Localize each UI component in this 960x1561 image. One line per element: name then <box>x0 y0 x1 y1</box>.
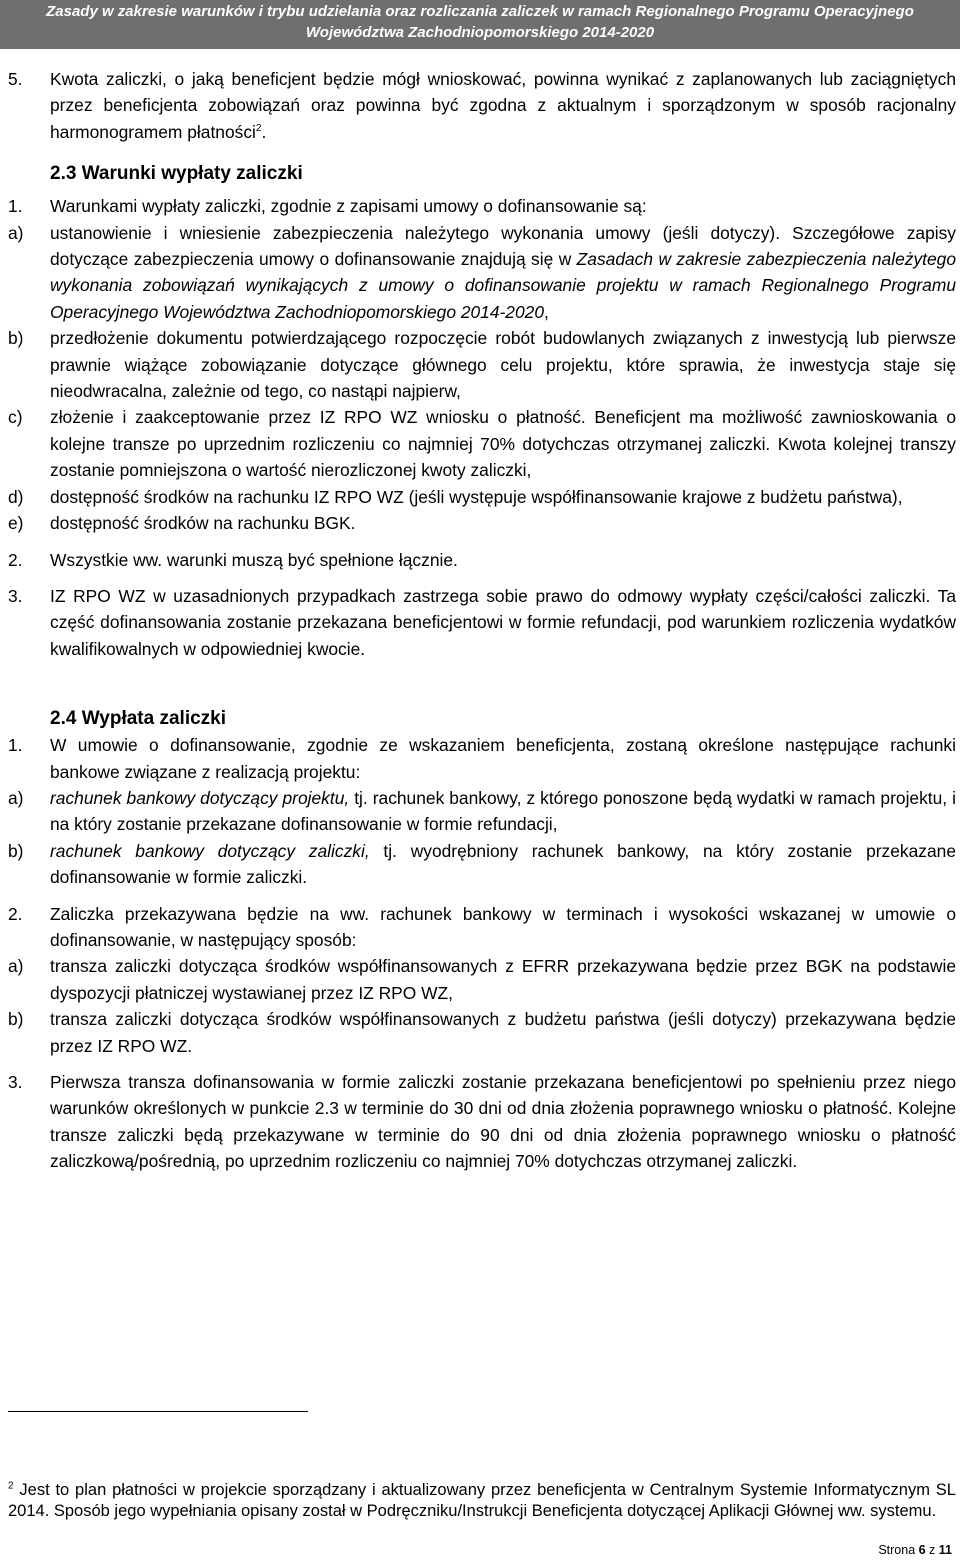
footnote-ref[interactable]: 2 <box>255 123 262 135</box>
page-label: Strona <box>878 1543 919 1557</box>
item-marker: e) <box>8 513 24 534</box>
section-heading-2-4: 2.4 Wypłata zaliczki <box>50 708 227 730</box>
item-marker: a) <box>8 787 24 808</box>
page-of: z <box>925 1543 939 1557</box>
item-marker: 5. <box>8 69 23 89</box>
list-item <box>8 325 956 404</box>
paragraph-text: W umowie o dofinansowanie, zgodnie ze wskazaniem beneficjenta, zostaną określone następujące rachunki bankowe związane z realizacją projektu: <box>50 735 956 782</box>
page-current: 6 <box>918 1543 926 1557</box>
italic-reference: Zasadach w zakresie zabezpieczenia należytego wykonania zobowiązań wynikających z umowy o dofinansowanie projektu w ramach Regionalnego Programu Operacyjnego Województwa Zachodniopomorskiego 2014-2020 <box>50 249 957 322</box>
running-header <box>0 0 960 49</box>
paragraph-text: Warunkami wypłaty zaliczki, zgodnie z zapisami umowy o dofinansowanie są: <box>50 196 647 217</box>
item-marker: b) <box>8 328 24 349</box>
item-marker: 1. <box>8 196 23 217</box>
paragraph-text: dostępność środków na rachunku BGK. <box>50 513 356 534</box>
footnote-text: Jest to plan płatności w projekcie sporządzany i aktualizowany przez beneficjenta w Centralnym Systemie Informatycznym SL 2014. Sposób jego wypełniania opisany został w Podręczniku/Instrukcji Beneficjenta dotyczącej Aplikacji Głównej ww. systemu. <box>8 1481 956 1520</box>
item-marker: b) <box>8 840 24 861</box>
paragraph-5 <box>8 66 956 145</box>
item-marker: d) <box>8 486 24 507</box>
paragraph-text: tj. wyodrębniony rachunek bankowy, na który zostanie przekazane dofinansowanie w formie zaliczki. <box>50 840 956 888</box>
item-marker: c) <box>8 407 23 428</box>
item-marker: 3. <box>8 1072 23 1092</box>
paragraph-text: IZ RPO WZ w uzasadnionych przypadkach zastrzega sobie prawo do odmowy wypłaty części/całości zaliczki. Ta część dofinansowania zostanie przekazana beneficjentowi w formie refundacji, pod warunkiem rozliczenia wydatków kwalifikowalnych w odpowiedniej kwocie. <box>50 585 956 659</box>
list-item <box>8 785 956 838</box>
paragraph-text: dostępność środków na rachunku IZ RPO WZ (jeśli występuje współfinansowanie krajowe z budżetu państwa), <box>50 486 903 507</box>
list-item <box>8 193 956 219</box>
paragraph-text: Kwota zaliczki, o jaką beneficjent będzie mógł wnioskować, powinna wynikać z zaplanowanych lub zaciągniętych przez beneficjenta zobowiązań oraz powinna być zgodna z aktualnym i sporządzonym w sposób racjonalny harmonogramem płatności <box>50 69 956 142</box>
list-item <box>8 953 956 1006</box>
paragraph-text: tj. rachunek bankowy, z którego ponoszone będą wydatki w ramach projektu, i na który zostanie przekazane dofinansowanie w formie refundacji, <box>50 787 956 835</box>
paragraph-text: Zaliczka przekazywana będzie na ww. rachunek bankowy w terminach i wysokości wskazanej w umowie o dofinansowanie, w następujący sposób: <box>50 903 956 950</box>
item-marker: b) <box>8 1009 24 1030</box>
list-item <box>8 838 956 891</box>
list-item <box>8 1006 956 1059</box>
list-item <box>8 732 956 785</box>
footnote-marker: 2 <box>8 1480 14 1492</box>
document-body <box>8 66 956 1175</box>
item-marker: 1. <box>8 735 23 756</box>
list-item <box>8 220 956 326</box>
header-line-1: Zasady w zakresie warunków i trybu udzielania oraz rozliczania zaliczek w ramach Regionalnego Programu Operacyjnego <box>46 3 914 20</box>
list-item <box>8 901 956 954</box>
section-heading-2-3: 2.3 Warunki wypłaty zaliczki <box>50 163 303 185</box>
item-marker: a) <box>8 222 24 243</box>
paragraph-text: przedłożenie dokumentu potwierdzającego rozpoczęcie robót budowlanych związanych z inwestycją lub pierwsze prawnie wiążące zobowiązanie dotyczące głównego celu projektu, które sprawia, że inwestycja staje się nieodwracalna, zależnie od tego, co nastąpi najpierw, <box>50 328 956 402</box>
item-marker: 2. <box>8 549 23 570</box>
paragraph-text: , <box>544 301 549 322</box>
footnote <box>8 1480 956 1521</box>
paragraph-text: ustanowienie i wniesienie zabezpieczenia należytego wykonania umowy (jeśli dotyczy). Szczegółowe zapisy dotyczące zabezpieczenia umowy o dofinansowanie znajdują się w <box>50 222 956 270</box>
list-item <box>8 484 956 510</box>
italic-term: rachunek bankowy dotyczący projektu, <box>50 787 350 808</box>
paragraph-text: złożenie i zaakceptowanie przez IZ RPO WZ wniosku o płatność. Beneficjent ma możliwość zawnioskowania o kolejne transze po uprzednim rozliczeniu co najmniej 70% dotychczas otrzymanej zaliczki. Kwota kolejnej transzy zostanie pomniejszona o wartość nierozliczonej kwoty zaliczki, <box>50 407 956 481</box>
item-marker: a) <box>8 956 24 977</box>
paragraph-text: Wszystkie ww. warunki muszą być spełnione łącznie. <box>50 549 458 570</box>
item-marker: 2. <box>8 903 23 924</box>
list-item <box>8 510 956 536</box>
footnote-separator <box>8 1411 308 1412</box>
italic-term: rachunek bankowy dotyczący zaliczki, <box>50 840 370 861</box>
item-marker: 3. <box>8 585 23 606</box>
list-item <box>8 583 956 662</box>
page-number <box>878 1543 952 1557</box>
paragraph-end: . <box>261 121 267 142</box>
paragraph-text: transza zaliczki dotycząca środków współfinansowanych z EFRR przekazywana będzie przez BGK na podstawie dyspozycji płatniczej wystawianej przez IZ RPO WZ, <box>50 956 956 1003</box>
paragraph-text: Pierwsza transza dofinansowania w formie zaliczki zostanie przekazana beneficjentowi po spełnieniu przez niego warunków określonych w punkcie 2.3 w terminie do 30 dni od dnia złożenia poprawnego wniosku o płatność. Kolejne transze zaliczki będą przekazywane w terminie do 90 dni od dnia złożenia poprawnego wniosku o płatność zaliczkową/pośrednią, po uprzednim rozliczeniu co najmniej 70% dotychczas otrzymanej zaliczki. <box>50 1072 956 1172</box>
header-line-2: Województwa Zachodniopomorskiego 2014-2020 <box>305 24 655 41</box>
page-total: 11 <box>938 1543 952 1557</box>
list-item <box>8 1069 956 1175</box>
list-item <box>8 404 956 483</box>
paragraph-text: transza zaliczki dotycząca środków współfinansowanych z budżetu państwa (jeśli dotyczy) przekazywana będzie przez IZ RPO WZ. <box>50 1009 956 1056</box>
list-item <box>8 547 956 573</box>
